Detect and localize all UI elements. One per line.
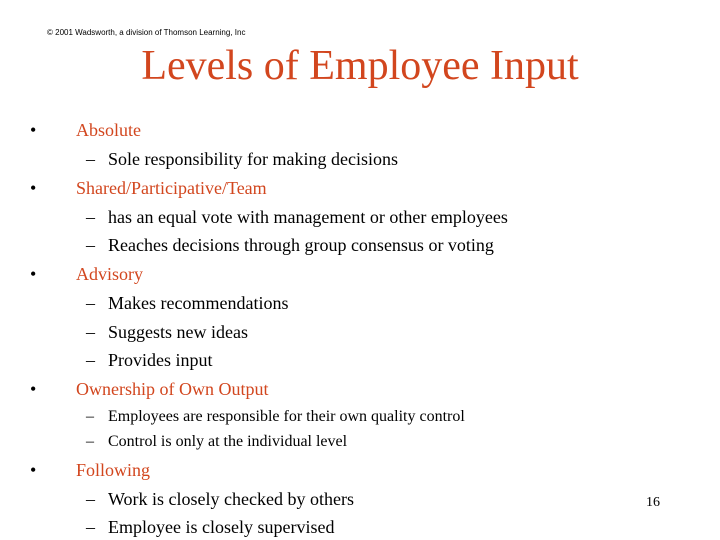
sub-bullet-text: has an equal vote with management or other employees: [108, 207, 508, 227]
sub-bullet-text: Makes recommendations: [108, 293, 289, 313]
bullet-label: Shared/Participative/Team: [76, 178, 267, 198]
sub-bullet-text: Control is only at the individual level: [108, 433, 348, 450]
bullet-label: Advisory: [76, 264, 143, 284]
sub-bullet-text: Provides input: [108, 350, 213, 370]
bullet-icon: •: [30, 264, 37, 284]
bullet-icon: •: [30, 460, 37, 480]
dash-icon: –: [86, 207, 95, 227]
dash-icon: –: [86, 489, 95, 509]
bullet-label: Following: [76, 460, 151, 480]
sub-bullet-text: Sole responsibility for making decisions: [108, 149, 398, 169]
bullet-icon: •: [30, 120, 37, 140]
bullet-label: Absolute: [76, 120, 141, 140]
dash-icon: –: [86, 293, 95, 313]
dash-icon: –: [86, 235, 95, 255]
dash-icon: –: [86, 350, 95, 370]
sub-bullet-text: Reaches decisions through group consensus or voting: [108, 235, 494, 255]
dash-icon: –: [86, 149, 95, 169]
sub-bullet-text: Employee is closely supervised: [108, 517, 335, 537]
bullet-icon: •: [30, 178, 37, 198]
bullet-label: Ownership of Own Output: [76, 379, 269, 399]
sub-bullet-text: Suggests new ideas: [108, 322, 248, 342]
sub-bullet-text: Employees are responsible for their own quality control: [108, 408, 465, 425]
page-number: 16: [646, 495, 660, 510]
dash-icon: –: [86, 517, 95, 537]
bullet-icon: •: [30, 379, 37, 399]
dash-icon: –: [86, 322, 95, 342]
dash-icon: –: [86, 408, 94, 425]
slide-title: Levels of Employee Input: [141, 43, 579, 89]
sub-bullet-text: Work is closely checked by others: [108, 489, 354, 509]
dash-icon: –: [86, 433, 94, 450]
copyright-notice: © 2001 Wadsworth, a division of Thomson Learning, Inc: [47, 28, 246, 37]
